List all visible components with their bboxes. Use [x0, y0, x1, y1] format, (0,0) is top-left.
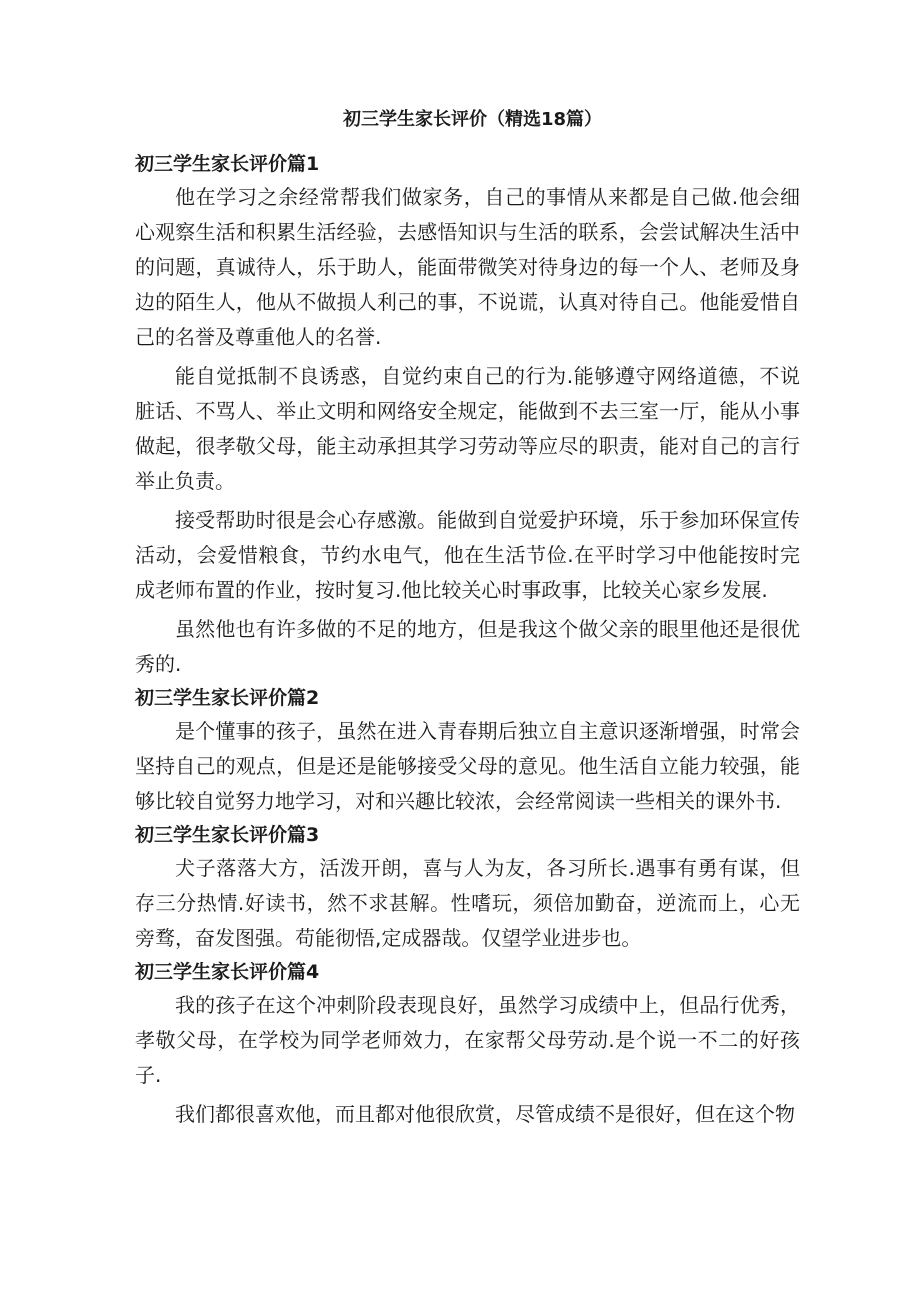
paragraph: 能自觉抵制不良诱惑，自觉约束自己的行为.能够遵守网络道德，不说脏话、不骂人、举止文明和网络安全规定，能做到不去三室一厅，能从小事做起，很孝敬父母，能主动承担其学习劳动等应尽的职责，能对自己的言行举止负责。 [135, 364, 800, 493]
paragraph: 接受帮助时很是会心存感激。能做到自觉爱护环境，乐于参加环保宣传活动，会爱惜粮食，节约水电气，他在生活节俭.在平时学习中他能按时完成老师布置的作业，按时复习.他比较关心时事政事，比较关心家乡发展. [135, 508, 800, 602]
paragraph: 我的孩子在这个冲刺阶段表现良好，虽然学习成绩中上，但品行优秀，孝敬父母，在学校为同学老师效力，在家帮父母劳动.是个说一不二的好孩子. [135, 993, 800, 1087]
paragraph: 是个懂事的孩子，虽然在进入青春期后独立自主意识逐渐增强，时常会坚持自己的观点，但是还是能够接受父母的意见。他生活自立能力较强，能够比较自觉努力地学习，对和兴趣比较浓，会经常阅读一些相关的课外书. [135, 719, 800, 813]
section-heading: 初三学生家长评价篇2 [135, 687, 320, 709]
section-heading: 初三学生家长评价篇4 [135, 961, 320, 983]
paragraph: 犬子落落大方，活泼开朗，喜与人为友，各习所长.遇事有勇有谋，但存三分热情.好读书，然不求甚解。性嗜玩，须倍加勤奋，逆流而上，心无旁骛，奋发图强。苟能彻悟,定成器哉。仅望学业进步也。 [135, 856, 800, 950]
section-1 [135, 148, 800, 682]
section-2 [135, 682, 800, 819]
section-4 [135, 956, 800, 1132]
paragraph: 虽然他也有许多做的不足的地方，但是我这个做父亲的眼里他还是很优秀的. [135, 617, 800, 676]
document-title: 初三学生家长评价（精选18篇） [342, 109, 603, 130]
section-heading: 初三学生家长评价篇3 [135, 824, 320, 846]
paragraph: 我们都很喜欢他，而且都对他很欣赏，尽管成绩不是很好，但在这个物 [175, 1102, 795, 1126]
section-heading: 初三学生家长评价篇1 [135, 153, 320, 175]
section-3 [135, 819, 800, 956]
paragraph: 他在学习之余经常帮我们做家务，自己的事情从来都是自己做.他会细心观察生活和积累生活经验，去感悟知识与生活的联系，会尝试解决生活中的问题，真诚待人，乐于助人，能面带微笑对待身边的每一个人、老师及身边的陌生人，他从不做损人利己的事，不说谎，认真对待自己。他能爱惜自己的名誉及尊重他人的名誉. [135, 185, 800, 349]
